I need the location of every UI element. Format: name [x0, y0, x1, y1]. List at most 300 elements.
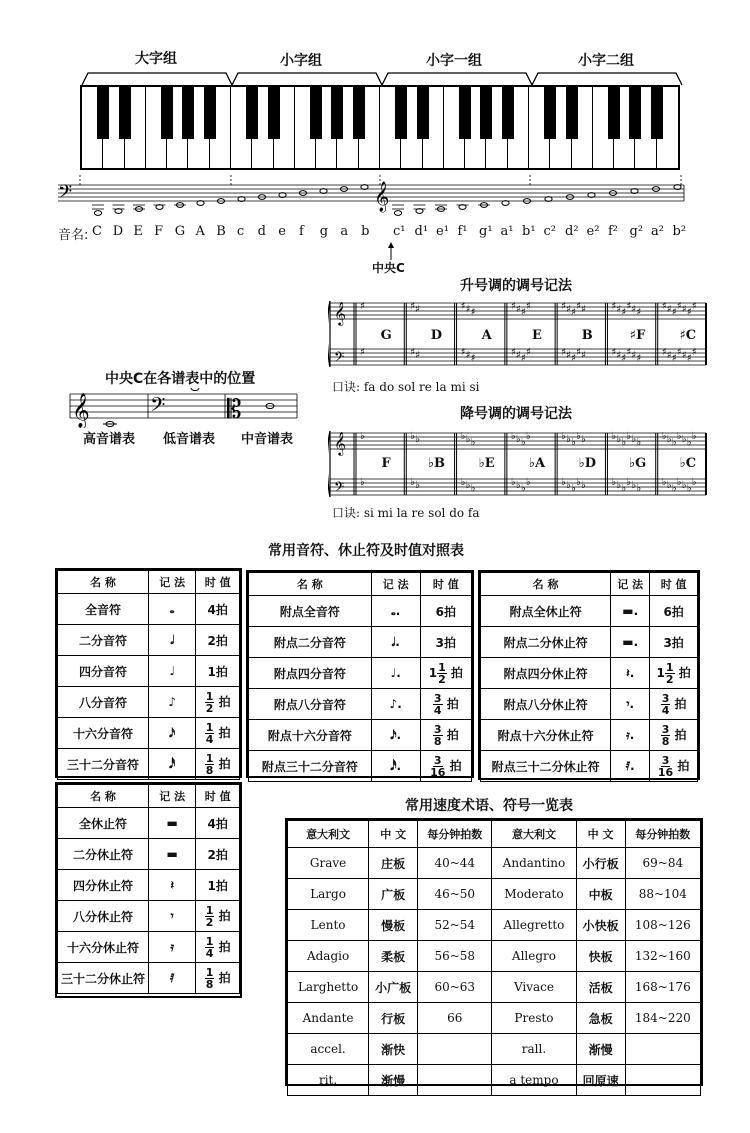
svg-text:♯: ♯	[571, 353, 576, 364]
svg-text:♯: ♯	[661, 347, 667, 358]
svg-text:♯: ♯	[621, 307, 627, 318]
note-staff	[58, 175, 688, 225]
svg-text:♭: ♭	[460, 431, 466, 442]
svg-text:♯: ♯	[691, 347, 697, 358]
svg-text:𝄡: 𝄡	[227, 395, 242, 425]
note-name: A	[195, 224, 205, 239]
duration-value: $\frac{1}{4}$ 拍	[196, 932, 240, 963]
svg-text:♯: ♯	[666, 304, 672, 315]
black-key	[566, 87, 578, 139]
dotted-notes-table	[248, 572, 472, 782]
svg-text:♯: ♯	[460, 347, 466, 358]
svg-text:♭: ♭	[621, 483, 627, 494]
key-name: G	[380, 328, 392, 343]
table-row	[58, 901, 240, 932]
svg-text:♯: ♯	[360, 301, 365, 312]
table-row	[58, 932, 240, 963]
group-label-3: 小字二组	[578, 53, 634, 69]
svg-text:♯: ♯	[510, 347, 516, 358]
notation-symbol: ♪	[149, 687, 196, 718]
svg-text:♭: ♭	[631, 434, 637, 445]
header-name: 名 称	[58, 785, 149, 808]
svg-text:♯: ♯	[676, 347, 682, 358]
tempo-cell: 168~176	[625, 972, 700, 1003]
piano-keyboard	[80, 85, 680, 170]
svg-text:♭: ♭	[576, 431, 581, 442]
tempo-header: 中 文	[576, 821, 625, 848]
tempo-table-frame	[285, 818, 703, 1086]
svg-text:♭: ♭	[616, 480, 622, 491]
svg-text:♭: ♭	[360, 431, 365, 442]
tempo-cell: 132~160	[625, 941, 700, 972]
svg-text:♭: ♭	[415, 434, 421, 445]
svg-text:♯: ♯	[636, 307, 642, 318]
svg-text:♯: ♯	[410, 347, 416, 358]
svg-text:♭: ♭	[661, 431, 667, 442]
clef-section-title: 中央C在各谱表中的位置	[105, 371, 256, 387]
svg-text:♭: ♭	[510, 477, 516, 488]
flat-key-names	[338, 456, 708, 476]
duration-value: $\frac{1}{8}$ 拍	[196, 749, 240, 780]
group-label-0: 大字组	[135, 51, 177, 67]
svg-text:♭: ♭	[525, 477, 531, 488]
header-value: 时 值	[420, 573, 471, 596]
duration-value: $\frac{3}{8}$ 拍	[420, 720, 471, 751]
svg-text:♭: ♭	[576, 477, 581, 488]
svg-text:♭: ♭	[465, 434, 471, 445]
symbol-name: 附点三十二分休止符	[481, 751, 611, 782]
tempo-cell: 46~50	[418, 879, 492, 910]
duration-value: 4拍	[196, 594, 240, 625]
tempo-header: 意大利文	[492, 821, 576, 848]
tempo-cell: Largo	[288, 879, 369, 910]
tempo-cell	[418, 1065, 492, 1096]
svg-text:♯: ♯	[626, 301, 632, 312]
table-row	[58, 749, 240, 780]
note-name: c¹	[393, 224, 406, 239]
svg-text:♭: ♭	[510, 431, 516, 442]
rests-table-frame	[55, 782, 242, 998]
svg-text:𝄞: 𝄞	[72, 393, 90, 428]
tempo-cell: 69~84	[625, 848, 700, 879]
symbol-name: 附点全音符	[249, 596, 372, 627]
middle-c-label: 中央C	[372, 261, 405, 275]
svg-text:𝄞: 𝄞	[334, 301, 346, 325]
svg-text:♯: ♯	[581, 350, 586, 361]
duration-value: $\frac{1}{8}$ 拍	[196, 963, 240, 994]
black-key	[544, 87, 556, 139]
note-name: g¹	[479, 224, 493, 239]
note-name: g	[319, 224, 329, 239]
table-row	[481, 689, 698, 720]
svg-text:♭: ♭	[581, 480, 586, 491]
svg-text:♭: ♭	[566, 480, 571, 491]
note-name: B	[216, 224, 226, 239]
svg-text:♭: ♭	[661, 477, 667, 488]
symbol-name: 八分音符	[58, 687, 149, 718]
svg-text:♭: ♭	[626, 431, 632, 442]
svg-text:𝄞: 𝄞	[334, 431, 346, 455]
svg-text:♯: ♯	[666, 350, 672, 361]
black-key	[204, 87, 216, 139]
tempo-cell: 急板	[576, 1003, 625, 1034]
header-notation: 记 法	[611, 573, 650, 596]
group-label-1: 小字组	[280, 53, 322, 69]
svg-text:♯: ♯	[415, 304, 421, 315]
table-row	[288, 972, 701, 1003]
tempo-cell: 88~104	[625, 879, 700, 910]
svg-text:♭: ♭	[666, 480, 672, 491]
black-key	[268, 87, 280, 139]
key-name: ♭D	[578, 456, 596, 471]
symbol-name: 三十二分休止符	[58, 963, 149, 994]
notes-table-frame	[55, 568, 242, 778]
notation-symbol: 𝅘𝅥𝅰.	[371, 751, 420, 782]
black-key	[480, 87, 492, 139]
tempo-cell: 慢板	[369, 910, 418, 941]
tempo-header: 每分钟拍数	[625, 821, 700, 848]
dotted-rests-table	[480, 572, 698, 782]
svg-text:♭: ♭	[415, 480, 421, 491]
svg-text:♭: ♭	[681, 434, 687, 445]
notation-symbol: 𝄿.	[611, 720, 650, 751]
table-row	[481, 751, 698, 782]
svg-text:♯: ♯	[460, 301, 466, 312]
svg-text:♯: ♯	[611, 301, 617, 312]
svg-text:♯: ♯	[410, 301, 416, 312]
flat-keys-title: 降号调的调号记法	[460, 406, 572, 422]
duration-value: 4拍	[196, 808, 240, 839]
tempo-cell: 108~126	[625, 910, 700, 941]
key-name: ♭G	[628, 456, 647, 471]
black-key	[161, 87, 173, 139]
note-name: D	[112, 224, 124, 239]
key-name: A	[481, 328, 492, 343]
notation-symbol: 𝅘𝅥𝅰	[149, 749, 196, 780]
table-row	[288, 1065, 701, 1096]
notation-symbol: 𝄿	[149, 932, 196, 963]
svg-text:♭: ♭	[691, 477, 697, 488]
svg-text:♯: ♯	[581, 304, 586, 315]
table-row	[288, 1034, 701, 1065]
svg-text:♭: ♭	[410, 431, 416, 442]
key-name: D	[430, 328, 443, 343]
symbol-name: 十六分休止符	[58, 932, 149, 963]
black-key	[97, 87, 109, 139]
duration-value: $\frac{1}{2}$ 拍	[196, 687, 240, 718]
svg-text:♭: ♭	[636, 437, 642, 448]
notation-symbol: 𝄾	[149, 901, 196, 932]
svg-text:♯: ♯	[510, 301, 516, 312]
notation-symbol: 𝅝	[149, 594, 196, 625]
symbol-name: 附点十六分休止符	[481, 720, 611, 751]
tempo-cell: 184~220	[625, 1003, 700, 1034]
tempo-header: 每分钟拍数	[418, 821, 492, 848]
tempo-cell: 56~58	[418, 941, 492, 972]
tempo-cell: 柔板	[369, 941, 418, 972]
key-name: ♯F	[629, 328, 646, 343]
rests-table	[57, 784, 240, 994]
header-value: 时 值	[196, 785, 240, 808]
black-key	[502, 87, 514, 139]
note-name: f	[299, 224, 304, 239]
header-notation: 记 法	[149, 571, 196, 594]
symbol-name: 附点四分休止符	[481, 658, 611, 689]
note-name: f¹	[457, 224, 468, 239]
duration-value: 1拍	[196, 656, 240, 687]
table-row	[58, 625, 240, 656]
symbol-name: 四分音符	[58, 656, 149, 687]
table-row	[249, 596, 472, 627]
svg-text:♭: ♭	[611, 477, 617, 488]
table-row	[58, 870, 240, 901]
notation-symbol: 𝅝.	[371, 596, 420, 627]
symbol-name: 四分休止符	[58, 870, 149, 901]
svg-text:♯: ♯	[415, 350, 421, 361]
note-names-row	[92, 224, 695, 244]
note-name: b	[361, 224, 370, 239]
middle-c-arrow	[385, 242, 397, 260]
svg-text:♭: ♭	[636, 483, 642, 494]
symbol-name: 附点二分音符	[249, 627, 372, 658]
tempo-cell: 快板	[576, 941, 625, 972]
tempo-cell: 60~63	[418, 972, 492, 1003]
key-name: ♯C	[679, 328, 697, 343]
duration-value: 6拍	[650, 596, 698, 627]
notation-symbol: ▬	[149, 839, 196, 870]
tempo-cell: Andante	[288, 1003, 369, 1034]
svg-text:♯: ♯	[515, 304, 521, 315]
duration-value: $\frac{1}{4}$ 拍	[196, 718, 240, 749]
svg-text:♭: ♭	[410, 477, 416, 488]
note-name: d¹	[414, 224, 429, 239]
tempo-cell: Allegro	[492, 941, 576, 972]
table-row	[58, 687, 240, 718]
table-row	[481, 596, 698, 627]
note-name: a¹	[500, 224, 514, 239]
svg-text:♭: ♭	[666, 434, 672, 445]
tempo-cell	[418, 1034, 492, 1065]
svg-text:♭: ♭	[616, 434, 622, 445]
svg-text:♭: ♭	[561, 477, 566, 488]
tempo-cell: 渐快	[369, 1034, 418, 1065]
svg-text:♭: ♭	[515, 434, 521, 445]
tempo-cell: Adagio	[288, 941, 369, 972]
svg-text:♭: ♭	[671, 437, 677, 448]
key-name: ♭A	[528, 456, 546, 471]
table-row	[58, 594, 240, 625]
svg-text:♭: ♭	[626, 477, 632, 488]
notation-symbol: 𝅘𝅥𝅯	[149, 718, 196, 749]
svg-text:♯: ♯	[691, 301, 697, 312]
svg-text:♯: ♯	[525, 347, 531, 358]
black-key	[417, 87, 429, 139]
tempo-cell: 渐慢	[369, 1065, 418, 1096]
table-row	[58, 718, 240, 749]
svg-text:♯: ♯	[616, 304, 622, 315]
group-label-2: 小字一组	[426, 53, 482, 69]
symbol-name: 附点二分休止符	[481, 627, 611, 658]
table-row	[481, 720, 698, 751]
table-row	[481, 658, 698, 689]
clef-staff	[65, 388, 300, 428]
duration-value: 2拍	[196, 625, 240, 656]
tempo-cell: 小广板	[369, 972, 418, 1003]
tempo-cell: Lento	[288, 910, 369, 941]
svg-text:♯: ♯	[520, 353, 526, 364]
svg-text:♭: ♭	[676, 477, 682, 488]
svg-text:♯: ♯	[566, 304, 571, 315]
symbol-name: 二分音符	[58, 625, 149, 656]
note-name: d²	[565, 224, 579, 239]
svg-text:♯: ♯	[470, 353, 476, 364]
sharp-key-names	[338, 328, 708, 348]
notation-symbol: 𝅀.	[611, 751, 650, 782]
tempo-cell	[625, 1034, 700, 1065]
tempo-cell: Larghetto	[288, 972, 369, 1003]
black-key	[119, 87, 131, 139]
table-row	[58, 963, 240, 994]
svg-text:♯: ♯	[571, 307, 576, 318]
note-name: C	[92, 224, 102, 239]
symbol-name: 三十二分音符	[58, 749, 149, 780]
key-name: F	[381, 456, 391, 471]
black-key	[459, 87, 471, 139]
staff-note	[94, 211, 101, 216]
header-notation: 记 法	[149, 785, 196, 808]
duration-value: $\frac{3}{4}$ 拍	[650, 689, 698, 720]
symbol-name: 十六分音符	[58, 718, 149, 749]
svg-text:♯: ♯	[631, 350, 637, 361]
note-name: f²	[608, 224, 619, 239]
black-key	[629, 87, 641, 139]
staff-note	[394, 211, 401, 216]
tempo-cell: 小行板	[576, 848, 625, 879]
key-name: ♭E	[478, 456, 495, 471]
symbol-name: 八分休止符	[58, 901, 149, 932]
svg-text:𝄞: 𝄞	[374, 182, 390, 212]
svg-text:♭: ♭	[470, 483, 476, 494]
black-key	[651, 87, 663, 139]
note-name: g²	[629, 224, 644, 239]
tempo-table-title: 常用速度术语、符号一览表	[405, 798, 573, 814]
svg-text:♯: ♯	[676, 301, 682, 312]
svg-text:♭: ♭	[571, 437, 576, 448]
svg-text:♭: ♭	[465, 480, 471, 491]
note-name: e²	[586, 224, 600, 239]
notation-symbol: 𝅗𝅥	[149, 625, 196, 656]
notation-symbol: 𝄾.	[611, 689, 650, 720]
duration-value: $\frac{3}{8}$ 拍	[650, 720, 698, 751]
table-row	[249, 627, 472, 658]
svg-text:♭: ♭	[686, 437, 692, 448]
tempo-cell: 渐慢	[576, 1034, 625, 1065]
flat-mnemonic: 口诀: si mi la re sol do fa	[332, 506, 480, 520]
table-row	[58, 808, 240, 839]
header-notation: 记 法	[371, 573, 420, 596]
svg-text:♭: ♭	[671, 483, 677, 494]
svg-text:𝄢: 𝄢	[58, 182, 73, 207]
notation-symbol: ▬.	[611, 596, 650, 627]
svg-text:♯: ♯	[611, 347, 617, 358]
svg-text:♭: ♭	[525, 431, 531, 442]
dotted-notes-table-frame	[246, 570, 474, 778]
svg-text:♯: ♯	[576, 347, 581, 358]
notation-symbol: ▬.	[611, 627, 650, 658]
black-key	[608, 87, 620, 139]
table-row	[288, 941, 701, 972]
note-name: e	[278, 224, 286, 239]
note-name: F	[154, 224, 164, 239]
svg-text:♭: ♭	[360, 477, 365, 488]
svg-text:♭: ♭	[571, 483, 576, 494]
tempo-cell: 行板	[369, 1003, 418, 1034]
svg-text:♯: ♯	[636, 353, 642, 364]
svg-text:♯: ♯	[616, 350, 622, 361]
table-row	[288, 879, 701, 910]
table-row	[249, 689, 472, 720]
tempo-cell: 66	[418, 1003, 492, 1034]
svg-text:♭: ♭	[631, 480, 637, 491]
header-value: 时 值	[650, 573, 698, 596]
tempo-cell: Vivace	[492, 972, 576, 1003]
svg-text:♭: ♭	[460, 477, 466, 488]
tempo-cell: 40~44	[418, 848, 492, 879]
notation-symbol: 𝄽	[149, 870, 196, 901]
svg-text:𝄢: 𝄢	[334, 479, 345, 498]
duration-value: 2拍	[196, 839, 240, 870]
note-name: c²	[543, 224, 556, 239]
header-name: 名 称	[481, 573, 611, 596]
note-name: d	[257, 224, 266, 239]
table-row	[58, 656, 240, 687]
notation-symbol: 𝅘𝅥𝅯.	[371, 720, 420, 751]
svg-text:♯: ♯	[576, 301, 581, 312]
svg-text:♭: ♭	[691, 431, 697, 442]
table-row	[288, 1003, 701, 1034]
tempo-header: 意大利文	[288, 821, 369, 848]
dotted-rests-table-frame	[478, 570, 700, 780]
svg-text:♯: ♯	[465, 350, 471, 361]
tempo-cell: rall.	[492, 1034, 576, 1065]
notes-table	[57, 570, 240, 780]
bass-clef-label: 低音谱表	[163, 432, 216, 447]
svg-text:♯: ♯	[686, 353, 692, 364]
duration-value: 1拍	[196, 870, 240, 901]
svg-text:♯: ♯	[465, 304, 471, 315]
svg-text:♭: ♭	[581, 434, 586, 445]
tempo-cell: Andantino	[492, 848, 576, 879]
symbol-name: 全休止符	[58, 808, 149, 839]
svg-text:♯: ♯	[525, 301, 531, 312]
black-key	[395, 87, 407, 139]
svg-text:♭: ♭	[520, 483, 526, 494]
svg-text:♭: ♭	[681, 480, 687, 491]
svg-text:♯: ♯	[681, 304, 687, 315]
note-name: b¹	[522, 224, 536, 239]
tempo-cell: accel.	[288, 1034, 369, 1065]
svg-text:𝄢: 𝄢	[334, 349, 345, 368]
symbol-name: 附点十六分音符	[249, 720, 372, 751]
svg-text:♭: ♭	[561, 431, 566, 442]
duration-value: 1 $\frac{1}{2}$ 拍	[650, 658, 698, 689]
svg-text:♯: ♯	[671, 353, 677, 364]
svg-text:♭: ♭	[470, 437, 476, 448]
tempo-cell: Moderato	[492, 879, 576, 910]
notation-symbol: 𝅀	[149, 963, 196, 994]
duration-value: $\frac{3}{16}$ 拍	[420, 751, 471, 782]
tempo-cell: 52~54	[418, 910, 492, 941]
